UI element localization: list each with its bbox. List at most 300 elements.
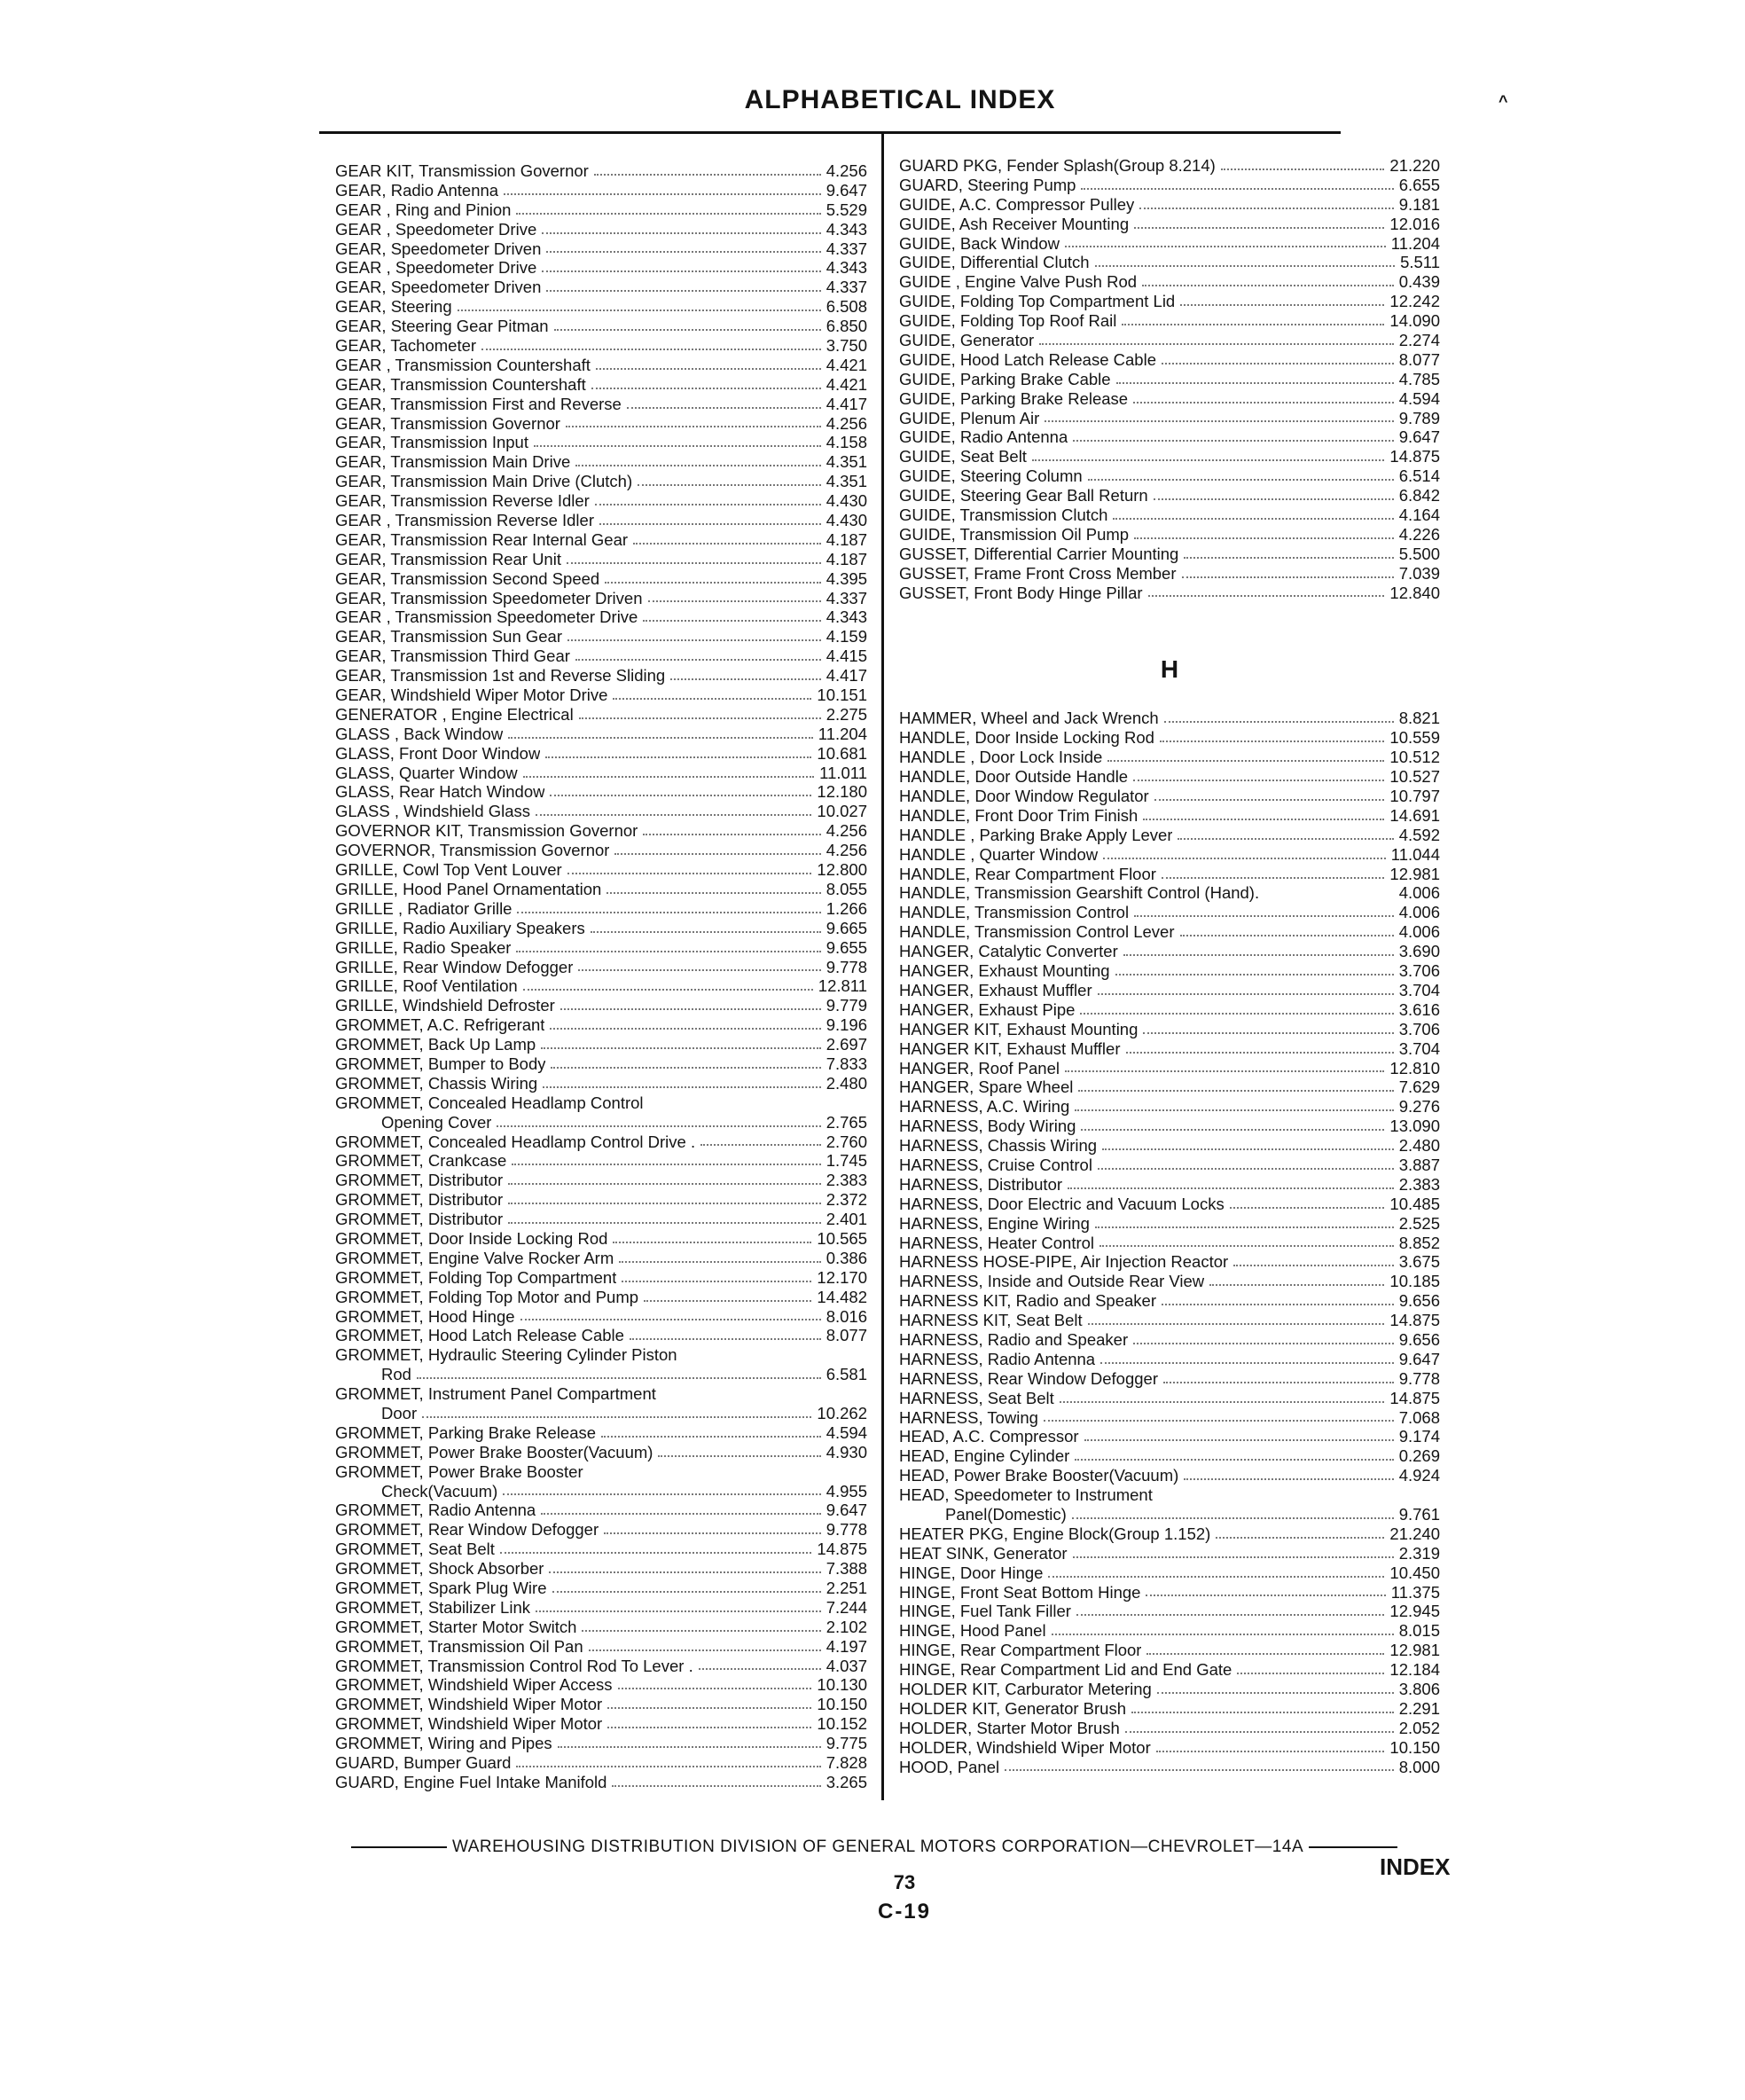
dot-leader xyxy=(1044,1420,1394,1422)
index-entry-label: GUIDE, Transmission Oil Pump xyxy=(899,524,1130,544)
index-entry xyxy=(335,317,867,336)
index-entry-reference: 9.656 xyxy=(1398,1329,1440,1349)
index-entry-reference: 11.011 xyxy=(819,763,867,782)
index-entry xyxy=(899,1369,1440,1389)
index-entry xyxy=(335,1035,867,1054)
index-entry-reference: 4.417 xyxy=(826,394,867,413)
dot-leader xyxy=(1088,1323,1385,1325)
index-entry-label: HOLDER, Starter Motor Brush xyxy=(899,1718,1120,1737)
index-entry xyxy=(899,1466,1440,1485)
index-entry xyxy=(899,234,1440,254)
index-entry xyxy=(335,627,867,646)
index-entry-reference: 14.875 xyxy=(1389,1388,1440,1407)
index-entry-label: GUIDE, Folding Top Compartment Lid xyxy=(899,292,1176,311)
index-entry-label: GLASS, Front Door Window xyxy=(335,743,541,763)
index-entry-reference: 4.417 xyxy=(826,666,867,686)
index-entry-label: HANDLE, Door Inside Locking Rod xyxy=(899,728,1154,748)
dot-leader xyxy=(1180,935,1394,936)
dot-leader xyxy=(508,1203,821,1204)
index-entry-label: GROMMET, Folding Top Compartment xyxy=(335,1267,617,1287)
index-entry-reference: 2.383 xyxy=(826,1171,867,1190)
dot-leader xyxy=(612,1785,820,1787)
index-entry-label: HARNESS, Engine Wiring xyxy=(899,1213,1090,1233)
index-entry xyxy=(899,253,1440,272)
index-entry-reference: 7.039 xyxy=(1398,563,1440,583)
index-entry-reference: 4.197 xyxy=(826,1636,867,1656)
index-entry-reference: 8.077 xyxy=(1398,349,1440,369)
index-entry-label: GEAR KIT, Transmission Governor xyxy=(335,161,589,180)
index-entry-reference: 4.430 xyxy=(826,491,867,511)
dot-leader xyxy=(508,1183,821,1185)
index-entry-reference: 4.924 xyxy=(1398,1466,1440,1485)
index-entry xyxy=(899,884,1440,904)
dot-leader xyxy=(1180,304,1384,306)
index-entry xyxy=(899,176,1440,195)
index-entry-label: HARNESS, Radio and Speaker xyxy=(899,1329,1129,1349)
index-entry-reference: 4.343 xyxy=(826,607,867,627)
dot-leader xyxy=(1075,1459,1393,1461)
dot-leader xyxy=(497,1125,820,1127)
index-entry xyxy=(335,1404,867,1423)
index-entry-label: GEAR, Transmission First and Reverse xyxy=(335,394,622,413)
index-entry-label: GRILLE, Windshield Defroster xyxy=(335,996,555,1015)
index-entry xyxy=(335,1501,867,1520)
dot-leader xyxy=(606,892,820,894)
index-entry-label: HANGER, Spare Wheel xyxy=(899,1077,1074,1097)
index-entry xyxy=(335,530,867,550)
page-code: C-19 xyxy=(877,1900,932,1924)
dot-leader xyxy=(481,349,821,350)
index-entry-label: GEAR, Transmission Reverse Idler xyxy=(335,491,590,511)
dot-leader xyxy=(1123,954,1394,956)
index-entry-label: GEAR , Transmission Reverse Idler xyxy=(335,511,594,530)
dot-leader xyxy=(1095,265,1396,267)
index-entry-label: GROMMET, Distributor xyxy=(335,1190,504,1210)
index-entry-label: HOLDER, Windshield Wiper Motor xyxy=(899,1737,1151,1757)
index-entry xyxy=(335,938,867,958)
index-entry-label: GROMMET, Instrument Panel Compartment xyxy=(335,1384,656,1404)
index-entry-label: HANDLE, Transmission Gearshift Control (Hand). xyxy=(899,883,1260,903)
right-index-column xyxy=(899,156,1440,1776)
dot-leader xyxy=(1184,557,1393,559)
dot-leader xyxy=(417,1377,821,1379)
index-entry-reference: 0.269 xyxy=(1398,1446,1440,1466)
dot-leader xyxy=(551,1067,820,1069)
dot-leader xyxy=(549,1571,820,1573)
index-entry-reference: 9.655 xyxy=(826,937,867,957)
page-title: ALPHABETICAL INDEX xyxy=(744,85,1056,114)
index-entry-label: GUARD, Steering Pump xyxy=(899,175,1076,194)
index-entry-reference: 2.372 xyxy=(826,1190,867,1210)
dot-leader xyxy=(582,1630,820,1632)
dot-leader xyxy=(607,1727,811,1728)
index-entry xyxy=(899,447,1440,466)
index-entry xyxy=(899,1583,1440,1602)
index-entry-reference: 12.840 xyxy=(1389,583,1440,602)
index-entry xyxy=(899,215,1440,234)
dot-leader xyxy=(700,1144,821,1146)
index-entry-reference: 10.262 xyxy=(817,1403,867,1422)
index-entry xyxy=(335,1054,867,1074)
dot-leader xyxy=(1160,740,1384,742)
dot-leader xyxy=(1005,1769,1394,1771)
index-entry xyxy=(335,1695,867,1714)
index-entry-reference: 10.150 xyxy=(817,1695,867,1714)
index-entry-reference: 7.388 xyxy=(826,1559,867,1579)
index-entry xyxy=(335,802,867,821)
index-entry-label: GROMMET, Parking Brake Release xyxy=(335,1422,597,1442)
index-entry-label: GEAR, Transmission Main Drive xyxy=(335,452,571,472)
dot-leader xyxy=(1076,1614,1384,1616)
index-entry-label: GOVERNOR KIT, Transmission Governor xyxy=(335,821,638,841)
index-entry-reference: 2.697 xyxy=(826,1035,867,1054)
index-entry xyxy=(899,486,1440,505)
dot-leader xyxy=(589,1649,821,1651)
index-entry-reference: 4.592 xyxy=(1398,825,1440,844)
dot-leader xyxy=(1178,838,1393,840)
index-entry-label: HARNESS, Towing xyxy=(899,1407,1038,1427)
index-entry-reference: 10.512 xyxy=(1389,748,1440,767)
index-entry-label: HINGE, Door Hinge xyxy=(899,1563,1044,1582)
index-entry-label: HANDLE, Rear Compartment Floor xyxy=(899,864,1156,883)
index-entry-reference: 12.170 xyxy=(817,1267,867,1287)
dot-leader xyxy=(1084,1439,1394,1441)
index-entry-label: GROMMET, A.C. Refrigerant xyxy=(335,1015,545,1035)
index-entry xyxy=(335,666,867,686)
index-entry-reference: 10.527 xyxy=(1389,767,1440,787)
index-entry-label: HARNESS KIT, Radio and Speaker xyxy=(899,1291,1156,1311)
index-entry-reference: 4.421 xyxy=(826,374,867,394)
index-entry-reference: 3.706 xyxy=(1398,1019,1440,1038)
index-entry xyxy=(335,1074,867,1093)
index-entry-reference: 8.016 xyxy=(826,1306,867,1326)
index-entry-reference: 5.500 xyxy=(1398,544,1440,563)
index-entry-reference: 10.565 xyxy=(817,1228,867,1248)
dot-leader xyxy=(591,931,821,933)
index-entry-label: GUSSET, Differential Carrier Mounting xyxy=(899,544,1179,563)
index-entry-label: GEAR, Steering xyxy=(335,297,452,317)
index-entry-reference: 4.785 xyxy=(1398,369,1440,388)
dot-leader xyxy=(1184,1478,1393,1480)
dot-leader xyxy=(516,951,820,952)
index-entry-reference: 4.594 xyxy=(826,1422,867,1442)
index-entry-reference: 9.276 xyxy=(1398,1097,1440,1117)
index-entry-label: HANDLE, Transmission Control Lever xyxy=(899,922,1175,942)
index-entry-reference: 6.655 xyxy=(1398,175,1440,194)
index-entry xyxy=(335,1618,867,1637)
index-entry-label: GUSSET, Front Body Hinge Pillar xyxy=(899,583,1143,602)
index-entry-reference: 4.930 xyxy=(826,1442,867,1461)
index-entry xyxy=(335,841,867,860)
index-entry-label: HINGE, Rear Compartment Lid and End Gate xyxy=(899,1660,1232,1680)
index-entry xyxy=(899,787,1440,806)
index-entry-reference: 4.351 xyxy=(826,472,867,491)
dot-leader xyxy=(545,756,811,758)
index-entry xyxy=(899,728,1440,748)
index-entry xyxy=(335,1773,867,1792)
dot-leader xyxy=(520,1319,821,1320)
corner-mark: ^ xyxy=(1499,92,1508,110)
dot-leader xyxy=(543,1086,821,1088)
index-entry xyxy=(899,584,1440,603)
dot-leader xyxy=(517,912,820,913)
dot-leader xyxy=(1157,1692,1394,1694)
index-entry-reference: 9.656 xyxy=(1398,1291,1440,1311)
index-entry xyxy=(899,1446,1440,1466)
index-entry-label: Rod xyxy=(381,1365,411,1384)
index-entry xyxy=(899,922,1440,942)
index-entry xyxy=(335,1462,867,1482)
index-entry xyxy=(899,1059,1440,1078)
index-entry-label: HAMMER, Wheel and Jack Wrench xyxy=(899,709,1159,728)
index-entry-label: HEAD, Engine Cylinder xyxy=(899,1446,1070,1466)
dot-leader xyxy=(607,1707,811,1709)
index-entry xyxy=(899,370,1440,389)
index-entry xyxy=(335,1210,867,1229)
index-entry-label: HOLDER KIT, Generator Brush xyxy=(899,1698,1127,1718)
dot-leader xyxy=(1221,168,1385,170)
index-entry xyxy=(899,272,1440,292)
index-entry-label: HARNESS, Seat Belt xyxy=(899,1388,1054,1407)
index-entry-label: HANDLE , Quarter Window xyxy=(899,844,1099,864)
index-entry-reference: 11.204 xyxy=(1390,233,1440,253)
index-entry xyxy=(899,1136,1440,1156)
index-entry xyxy=(335,414,867,434)
dot-leader xyxy=(1100,1362,1394,1364)
index-entry xyxy=(335,764,867,783)
dot-leader xyxy=(516,1766,820,1767)
dot-leader xyxy=(638,484,821,486)
dot-leader xyxy=(552,1591,821,1593)
index-entry-reference: 3.887 xyxy=(1398,1155,1440,1174)
index-entry-label: HANDLE, Door Outside Handle xyxy=(899,767,1129,787)
dot-leader xyxy=(1126,1052,1394,1054)
index-entry-reference: 12.981 xyxy=(1389,864,1440,883)
index-entry xyxy=(899,466,1440,486)
dot-leader xyxy=(1134,915,1394,917)
index-entry xyxy=(335,1113,867,1132)
index-entry xyxy=(899,1350,1440,1369)
index-entry-label: GEAR, Speedometer Driven xyxy=(335,239,542,258)
index-entry-reference: 4.421 xyxy=(826,355,867,374)
dot-leader xyxy=(1163,1382,1394,1383)
index-entry xyxy=(899,1097,1440,1117)
dot-leader xyxy=(503,1493,820,1495)
index-entry-label: GUIDE, Generator xyxy=(899,331,1035,349)
index-entry xyxy=(335,1559,867,1579)
index-entry xyxy=(335,1229,867,1249)
index-entry xyxy=(335,783,867,803)
index-entry-reference: 4.187 xyxy=(826,529,867,549)
index-entry xyxy=(899,1641,1440,1660)
dot-leader xyxy=(1065,1070,1384,1072)
index-entry xyxy=(335,220,867,239)
index-entry-label: GEAR, Speedometer Driven xyxy=(335,278,542,297)
index-entry xyxy=(335,1753,867,1773)
index-entry-reference: 14.875 xyxy=(1389,447,1440,466)
index-entry xyxy=(335,1151,867,1171)
index-entry xyxy=(899,1020,1440,1039)
index-entry-label: GEAR , Transmission Speedometer Drive xyxy=(335,607,638,627)
index-entry-label: HEAD, Speedometer to Instrument xyxy=(899,1485,1153,1505)
index-entry-reference: 3.675 xyxy=(1398,1252,1440,1272)
index-entry-label: HINGE, Front Seat Bottom Hinge xyxy=(899,1582,1141,1602)
dot-leader xyxy=(1072,1517,1394,1519)
dot-leader xyxy=(1102,1148,1394,1150)
index-entry-label: GRILLE , Radiator Grille xyxy=(335,898,513,918)
dot-leader xyxy=(1113,518,1393,520)
index-entry xyxy=(899,505,1440,525)
index-entry-label: Check(Vacuum) xyxy=(381,1481,498,1501)
dot-leader xyxy=(1032,459,1384,461)
index-entry-reference: 3.704 xyxy=(1398,980,1440,999)
dot-leader xyxy=(1060,1401,1385,1403)
index-entry xyxy=(335,860,867,880)
index-entry xyxy=(335,607,867,627)
dot-leader xyxy=(1068,1187,1394,1189)
index-entry-reference: 9.789 xyxy=(1398,408,1440,427)
index-entry xyxy=(899,981,1440,1000)
index-entry-label: GUIDE, Radio Antenna xyxy=(899,427,1068,447)
dot-leader xyxy=(699,1668,821,1670)
index-entry-reference: 4.343 xyxy=(826,258,867,278)
index-entry xyxy=(335,433,867,452)
index-entry xyxy=(899,1156,1440,1175)
index-entry-reference: 4.395 xyxy=(826,568,867,588)
index-entry-reference: 4.037 xyxy=(826,1656,867,1675)
index-entry-reference: 10.150 xyxy=(1389,1737,1440,1757)
index-entry xyxy=(899,1485,1440,1505)
index-entry xyxy=(335,725,867,744)
dot-leader xyxy=(1209,1284,1384,1286)
index-entry xyxy=(335,452,867,472)
index-entry-label: HOLDER KIT, Carburator Metering xyxy=(899,1680,1152,1698)
index-entry-label: GROMMET, Bumper to Body xyxy=(335,1054,546,1073)
header-rule xyxy=(319,131,1341,134)
index-entry xyxy=(335,1307,867,1327)
index-entry xyxy=(335,1326,867,1345)
index-entry-label: HANGER KIT, Exhaust Muffler xyxy=(899,1038,1121,1058)
dot-leader xyxy=(643,620,820,622)
dot-leader xyxy=(1237,1673,1384,1674)
index-entry-reference: 10.450 xyxy=(1389,1563,1440,1582)
index-entry-reference: 4.343 xyxy=(826,219,867,239)
index-entry-label: GLASS, Quarter Window xyxy=(335,763,518,782)
index-entry-reference: 10.151 xyxy=(817,686,867,705)
dot-leader xyxy=(1134,227,1384,229)
index-entry-reference: 7.833 xyxy=(826,1054,867,1073)
dot-leader xyxy=(1045,420,1393,422)
dot-leader xyxy=(643,834,820,835)
index-entry xyxy=(899,1272,1440,1291)
index-entry xyxy=(335,356,867,375)
index-entry-label: GUIDE , Engine Valve Push Rod xyxy=(899,272,1138,292)
index-entry xyxy=(899,525,1440,545)
index-entry-label: GUARD, Bumper Guard xyxy=(335,1753,512,1773)
index-entry-label: HARNESS, Rear Window Defogger xyxy=(899,1368,1158,1388)
dot-leader xyxy=(542,232,820,234)
dot-leader xyxy=(541,1513,820,1515)
index-entry-label: GLASS, Rear Hatch Window xyxy=(335,782,545,802)
index-entry xyxy=(899,156,1440,176)
index-entry-reference: 4.006 xyxy=(1398,922,1440,942)
index-entry xyxy=(335,1540,867,1559)
section-spacer xyxy=(899,602,1440,629)
dot-leader xyxy=(619,1261,820,1263)
index-entry-label: GROMMET, Back Up Lamp xyxy=(335,1035,536,1054)
index-entry xyxy=(899,806,1440,826)
index-entry-label: HARNESS, Radio Antenna xyxy=(899,1349,1096,1368)
index-entry-label: GROMMET, Crankcase xyxy=(335,1151,507,1171)
index-entry-reference: 10.152 xyxy=(817,1714,867,1734)
index-entry-reference: 7.629 xyxy=(1398,1077,1440,1097)
dot-leader xyxy=(1154,498,1394,500)
index-entry-reference: 9.778 xyxy=(1398,1368,1440,1388)
index-entry-label: Opening Cover xyxy=(381,1112,492,1132)
dot-leader xyxy=(1107,760,1384,762)
index-entry-label: GROMMET, Concealed Headlamp Control Drive . xyxy=(335,1132,696,1151)
index-entry-reference: 8.821 xyxy=(1398,709,1440,728)
index-entry-reference: 2.760 xyxy=(826,1132,867,1151)
index-entry-reference: 9.647 xyxy=(826,180,867,200)
dot-leader xyxy=(1139,208,1393,209)
dot-leader xyxy=(1095,1226,1394,1228)
index-entry-label: GROMMET, Starter Motor Switch xyxy=(335,1617,577,1636)
index-entry-reference: 12.945 xyxy=(1389,1602,1440,1621)
index-entry-label: GROMMET, Hood Hinge xyxy=(335,1306,515,1326)
dot-leader xyxy=(605,582,820,584)
index-entry-label: GUIDE, Steering Gear Ball Return xyxy=(899,486,1148,505)
index-entry xyxy=(899,1117,1440,1136)
index-entry-reference: 2.319 xyxy=(1398,1543,1440,1563)
dot-leader xyxy=(1080,1013,1393,1015)
index-entry xyxy=(335,1520,867,1540)
index-entry xyxy=(335,1675,867,1695)
index-entry-label: HANGER KIT, Exhaust Mounting xyxy=(899,1019,1139,1038)
index-entry-label: GROMMET, Distributor xyxy=(335,1171,504,1190)
index-entry-reference: 4.256 xyxy=(826,821,867,841)
dot-leader xyxy=(1122,324,1384,325)
index-entry-label: HANGER, Exhaust Muffler xyxy=(899,980,1092,999)
dot-leader xyxy=(1162,1304,1394,1305)
index-entry xyxy=(335,880,867,899)
dot-leader xyxy=(1073,1556,1394,1558)
dot-leader xyxy=(658,1455,820,1457)
dot-leader xyxy=(550,1028,820,1030)
index-entry-reference: 12.184 xyxy=(1389,1660,1440,1680)
index-entry-reference: 10.559 xyxy=(1389,728,1440,748)
index-entry-label: HINGE, Rear Compartment Floor xyxy=(899,1641,1142,1660)
dot-leader xyxy=(567,639,821,641)
index-entry-label: GUSSET, Frame Front Cross Member xyxy=(899,563,1177,583)
index-entry-reference: 3.750 xyxy=(826,336,867,355)
index-entry-label: GEAR, Transmission Rear Internal Gear xyxy=(335,529,629,549)
index-entry-reference: 9.196 xyxy=(826,1015,867,1035)
index-entry-label: GEAR, Transmission 1st and Reverse Sliding xyxy=(335,666,666,686)
index-entry-label: HANDLE , Door Lock Inside xyxy=(899,748,1103,767)
index-entry xyxy=(899,1563,1440,1583)
index-entry xyxy=(899,409,1440,428)
index-entry xyxy=(899,961,1440,981)
dot-leader xyxy=(1048,1576,1384,1578)
index-entry-reference: 3.704 xyxy=(1398,1038,1440,1058)
index-entry-reference: 12.242 xyxy=(1389,292,1440,311)
index-entry xyxy=(899,826,1440,845)
index-entry-reference: 8.077 xyxy=(826,1326,867,1345)
dot-leader xyxy=(1142,285,1394,286)
index-entry-reference: 9.647 xyxy=(1398,1349,1440,1368)
index-entry xyxy=(335,1384,867,1404)
